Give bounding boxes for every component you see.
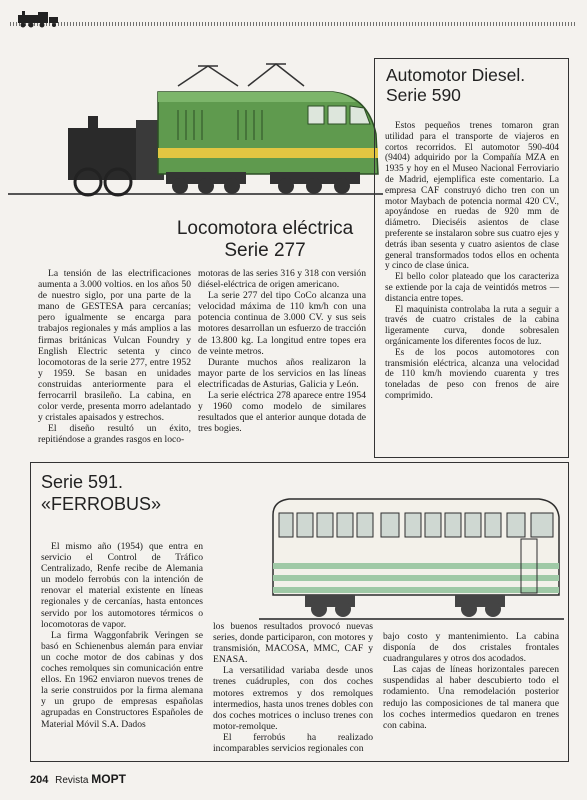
paragraph: La tensión de las electrificaciones aumenta a 3.000 voltios. en los años 50 de nuestro siglo, por una parte de la mano de GESTESA para cercanías; pero igualmente se encarga para trabajos regionales y más amplios a las firmas británicas Vulcan Foundry y English Electric setenta y cinco locomotoras de la serie 277, entre 1952 y 1959. Se basan en unidades construidas anteriormente para el ferrocarril brasileño. La cabina, en color verde, presenta morro adelantado y cristales apaisados y estrechos. [38, 268, 191, 424]
paragraph: La firma Waggonfabrik Veringen se basó en Schienenbus alemán para enviar un coche motor de dos cabinas y dos coches remolques sin comunicación entre ellos. En 1962 enviaron nuevos trenes de la serie construidos por la firma alemana y un grupo de empresas españolas agrupadas en Constructores Españoles de Material Móvil S.A. Dados [41, 629, 203, 730]
text-column-277-left [38, 268, 191, 446]
title-serie-277: Locomotora eléctrica Serie 277 [176, 218, 354, 261]
paragraph: El diseño resultó un éxito, repitiéndose a grandes rasgos en loco- [38, 423, 191, 446]
paragraph: motoras de las series 316 y 318 con versión diésel-eléctrica de origen americano. [198, 268, 366, 291]
text-column-591-left [41, 541, 203, 730]
paragraph: los buenos resultados provocó nuevas series, donde participaron, con motores y transmisión, MACOSA, MMC, CAF y ENASA. [213, 621, 373, 666]
text-column-591-right [383, 631, 559, 731]
paragraph: El maquinista controlaba la ruta a seguir a través de cuatro cristales de la cabina ligeramente curva, donde sobresalen orgánicamente los diferentes focos de luz. [385, 304, 559, 347]
paragraph: Es de los pocos automotores con transmisión eléctrica, alcanza una velocidad de 110 km/h moviendo cuarenta y tres toneladas de peso con frenos de aire comprimido. [385, 347, 559, 401]
paragraph: Estos pequeños trenes tomaron gran utilidad para el transporte de viajeros en cortos recorridos. El automotor 590-404 (9404) adquirido por la Compañía MZA en 1935 y hoy en el Museo Nacional Ferroviario de Madrid, ejemplifica este comentario. La empresa CAF construyó dicho tren con un motor Maybach de potencia normal 420 CV., apoyándose en ruedas de 920 mm de diámetro. Dieciséis asientos de clase preferente se instalaron sobre sus cuatro ejes y detrás iban sesenta y cuatro asientos de clase general transformados todos ellos en ochenta y cinco de clase única. [385, 121, 559, 272]
title-serie-591: Serie 591. «FERROBUS» [41, 472, 162, 514]
serie-591-box [30, 462, 569, 762]
footer-brand-logo: MOPT [91, 772, 126, 786]
serie-590-box [374, 58, 569, 458]
page-footer [30, 772, 230, 786]
text-column-277-right [198, 268, 366, 434]
steam-locomotive-icon [14, 10, 60, 28]
paragraph: bajo costo y mantenimiento. La cabina disponía de dos cristales frontales cuadrangulares y otros dos acodados. [383, 631, 559, 665]
header-rule [10, 22, 577, 26]
paragraph: El mismo año (1954) que entra en servicio el Control de Tráfico Centralizado, Renfe recibe de Alemania un modelo ferrobús con la intención de renovar el material existente en líneas regionales y de cercanías, hasta entonces servido por los automotores térmicos o locomotoras de vapor. [41, 541, 203, 630]
paragraph: Las cajas de líneas horizontales parecen suspendidas al haber descubierto todo el rodamiento. Una remodelación posterior redujo las composiciones de tal manera que los coches intermedios quedaron en trenes con cabina. [383, 664, 559, 731]
text-column-591-middle [213, 621, 373, 754]
paragraph: La serie eléctrica 278 aparece entre 1954 y 1960 como modelo de similares resultados que el anterior aunque dotada de tres bogies. [198, 390, 366, 435]
footer-revista: Revista [55, 775, 89, 786]
ferrobus-illustration [259, 491, 564, 627]
paragraph: La serie 277 del tipo CoCo alcanza una velocidad máxima de 110 km/h con una potencia continua de 3.000 CV. y sus seis motores desarrollan un esfuerzo de tracción de 13.800 kg. La longitud entre topes era de veinte metros. [198, 290, 366, 357]
title-serie-590: Automotor Diesel. Serie 590 [386, 65, 526, 105]
paragraph: El ferrobús ha realizado incomparables servicios regionales con [213, 731, 373, 755]
paragraph: La versatilidad variaba desde unos trenes cuádruples, con dos coches motores extremos y dos remolques intermedios, hasta unos trenes dobles con dos coches motrices o incluso trenes con motor-remolque. [213, 665, 373, 732]
page-number: 204 [30, 774, 49, 786]
paragraph: Durante muchos años realizaron la mayor parte de los servicios en las líneas electrificadas de Asturias, Galicia y León. [198, 356, 366, 390]
paragraph: El bello color plateado que los caracteriza se extiende por la caja de veintidós metros —distancia entre topes. [385, 272, 559, 304]
electric-locomotive-illustration [8, 56, 383, 206]
text-column-590 [385, 121, 559, 402]
